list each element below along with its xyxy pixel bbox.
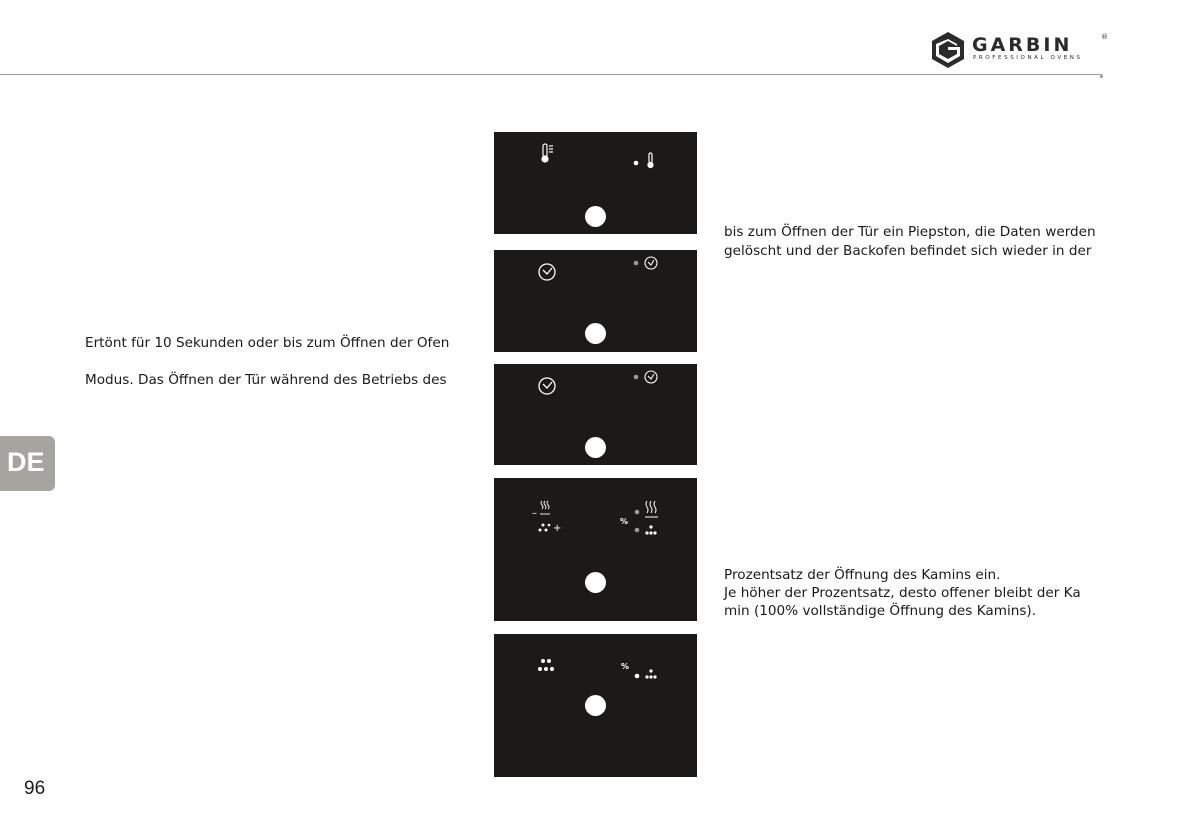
status-dot-icon: [635, 510, 640, 515]
language-tab: [0, 436, 55, 491]
drops-icon: [538, 659, 554, 671]
control-panel-humidity: [494, 634, 697, 777]
status-dot-icon: [634, 375, 639, 380]
right-text-block-1-line-2: gelöscht und der Backofen befindet sich wieder in der: [724, 243, 1092, 259]
control-panel-steam: [494, 478, 697, 621]
minus-icon: –: [532, 508, 537, 519]
clock-icon: [539, 264, 555, 280]
control-knob[interactable]: [585, 695, 606, 716]
control-knob[interactable]: [585, 437, 606, 458]
language-tab-label: DE: [7, 447, 45, 477]
garbin-logo-mark-icon: [928, 30, 968, 70]
brand-tagline: PROFESSIONAL OVENS: [973, 55, 1083, 61]
right-text-block-1-line-1: bis zum Öffnen der Tür ein Piepston, die Daten werden: [724, 224, 1096, 240]
drops-icon: [645, 525, 656, 534]
control-panel-timer-2: [494, 364, 697, 465]
garbin-logo: [928, 30, 1108, 70]
control-panel-temperature: [494, 132, 697, 234]
status-dot-icon: [635, 528, 640, 533]
status-dot-icon: [634, 261, 639, 266]
status-dot-icon: [635, 674, 640, 679]
header-divider: [0, 74, 1102, 75]
control-panel-timer: [494, 250, 697, 352]
control-knob[interactable]: [585, 323, 606, 344]
control-knob[interactable]: [585, 572, 606, 593]
status-dot-icon: [634, 161, 639, 166]
left-text-line-2: Modus. Das Öffnen der Tür während des Betriebs des: [85, 372, 447, 388]
control-knob[interactable]: [585, 206, 606, 227]
right-text-block-2-line-2: Je höher der Prozentsatz, desto offener bleibt der Ka: [724, 585, 1081, 601]
percent-label: %: [620, 517, 629, 526]
clock-icon: [645, 371, 657, 383]
clock-icon: [539, 378, 555, 394]
thermometer-icon: [648, 153, 653, 168]
drops-icon: [539, 524, 551, 532]
percent-label: %: [621, 662, 630, 671]
right-text-block-2-line-3: min (100% vollständige Öffnung des Kamins).: [724, 603, 1037, 619]
page-number: 96: [24, 778, 46, 799]
header-divider-end-dot: [1100, 75, 1103, 78]
left-text-line-1: Ertönt für 10 Sekunden oder bis zum Öffnen der Ofen: [85, 335, 450, 351]
clock-icon: [645, 257, 657, 269]
brand-name: GARBIN: [972, 34, 1073, 56]
steam-icon: [540, 501, 550, 514]
plus-icon: +: [553, 523, 562, 534]
drops-icon: [645, 669, 656, 678]
steam-icon: [645, 501, 658, 517]
brand-registered-mark: ®: [1101, 33, 1108, 41]
right-text-block-2-line-1: Prozentsatz der Öffnung des Kamins ein.: [724, 567, 1001, 583]
thermometer-scale-icon: [542, 144, 553, 162]
